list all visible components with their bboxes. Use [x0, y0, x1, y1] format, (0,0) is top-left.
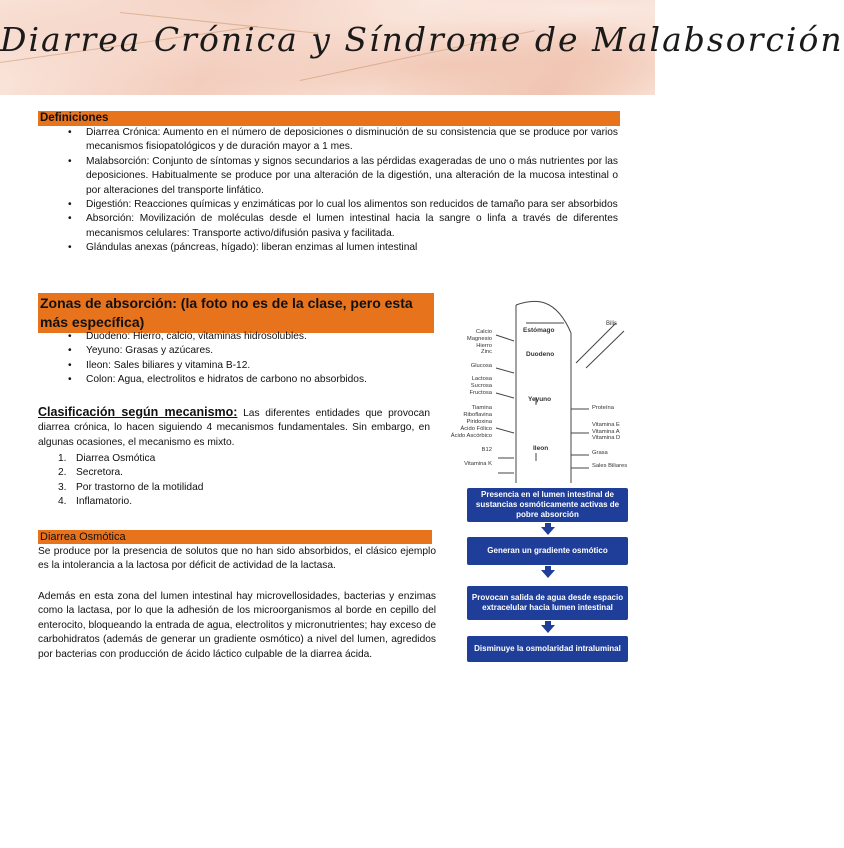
- list-label: Secretora.: [76, 467, 123, 479]
- clasificacion-paragraph: [38, 405, 430, 450]
- list-item: [58, 495, 420, 509]
- zonas-list-container: [38, 330, 438, 388]
- figure-label: Riboflavina: [463, 412, 492, 419]
- figure-label: Calcio: [475, 329, 492, 335]
- figure-label: Sales Biliares: [592, 462, 628, 469]
- figure-label: Magnesio: [466, 335, 492, 342]
- list-label: Diarrea Osmótica: [76, 453, 156, 464]
- flowchart-step-2: Generan un gradiente osmótico: [467, 537, 628, 565]
- list-item: • Glándulas anexas (páncreas, hígado): liberan enzimas al lumen intestinal: [86, 241, 618, 255]
- figure-label: Vitamina E: [592, 421, 620, 428]
- stomach-label: Estómago: [523, 327, 555, 334]
- figure-label: Proteína: [592, 405, 614, 411]
- figure-label: Glucosa: [470, 363, 492, 370]
- figure-label: Hierro: [476, 342, 492, 349]
- page-title: Diarrea Crónica y Síndrome de Malabsorción: [0, 20, 844, 59]
- list-number: 1.: [58, 453, 67, 464]
- section-heading-zonas: Zonas de absorción: (la foto no es de la clase, pero esta más específica): [38, 293, 434, 333]
- flowchart-step-4: Disminuye la osmolaridad intraluminal: [467, 636, 628, 662]
- figure-label: Ácido Fólico: [460, 425, 492, 432]
- definiciones-list-container: [38, 126, 618, 256]
- figure-left-labels: [448, 329, 492, 468]
- list-item: • Colon: Agua, electrolitos e hidratos de carbono no absorbidos.: [86, 373, 438, 387]
- section-heading-definiciones: Definiciones: [38, 111, 620, 126]
- figure-right-labels: [592, 405, 627, 470]
- flowchart-step-1: Presencia en el lumen intestinal de sustancias osmóticamente activas de pobre absorción: [467, 488, 628, 522]
- duodeno-label: Duodeno: [526, 351, 555, 358]
- clasificacion-heading: Clasificación según mecanismo:: [38, 405, 238, 419]
- arrow-down-icon: [541, 625, 555, 633]
- figure-label: Vitamina A: [592, 428, 620, 435]
- osmotica-paragraph-1: Se produce por la presencia de solutos que no han sido absorbidos, el clásico ejemplo es la intolerancia a la lactosa por déficit de actividad de la lactasa.: [38, 546, 436, 572]
- ileon-label: Ileon: [533, 445, 549, 452]
- yeyuno-label: Yeyuno: [528, 396, 552, 403]
- arrow-down-icon: [541, 570, 555, 578]
- list-label: Inflamatorio.: [76, 496, 133, 508]
- list-number: 3.: [58, 481, 67, 493]
- bilis-label: Bilis: [606, 321, 618, 327]
- figure-label: Ácido Ascórbico: [450, 432, 492, 439]
- absorption-zones-figure: [446, 293, 628, 485]
- list-number: 2.: [58, 467, 67, 479]
- figure-label: Tiamina: [471, 405, 492, 412]
- figure-label: Zinc: [481, 349, 492, 356]
- figure-label: Fructosa: [469, 389, 492, 396]
- list-item: • Duodeno: Hierro, calcio, vitaminas hidrosolubles.: [86, 330, 438, 344]
- list-item: [58, 452, 420, 466]
- figure-label: Sucrosa: [470, 382, 492, 389]
- figure-label: Grasa: [592, 450, 608, 457]
- header-banner: [0, 0, 844, 95]
- figure-label: Lactosa: [471, 375, 492, 382]
- list-item: • Yeyuno: Grasas y azúcares.: [86, 344, 438, 358]
- clasificacion-list: [20, 452, 420, 510]
- list-item: • Diarrea Crónica: Aumento en el número de deposiciones o disminución de su consistencia que se produce por varios mecanismos fisiopatológicos y de duración mayor a 1 mes.: [86, 126, 618, 155]
- list-item: • Absorción: Movilización de moléculas desde el lumen intestinal hacia la sangre o linfa a través de diferentes mecanismos celulares: Transporte activo/difusión pasiva y facilitada.: [86, 212, 618, 241]
- osmotica-paragraph-2: Además en esta zona del lumen intestinal hay microvellosidades, bacterias y enzimas como la lactasa, por lo que la adhesión de los microorganismos al borde en cepillo del enterocito, bloqueando la entrada de agua, electrolitos y micronutrientes; hay exceso de carbohidratos (además de generar un gradiente osmótico) a nivel del lumen, agredidos por bacterias con producción de ácido láctico culpable de la diarrea ácida.: [38, 591, 436, 660]
- arrow-down-icon: [541, 527, 555, 535]
- flowchart-step-3: Provocan salida de agua desde espacio extracelular hacia lumen intestinal: [467, 586, 628, 620]
- list-item: • Malabsorción: Conjunto de síntomas y signos secundarios a las pérdidas exageradas de uno o más nutrientes por las deposiciones. Habitualmente se produce por una alteración de la digestión, una alteración de la mucosa intestinal o por alteraciones del transporte linfático.: [86, 155, 618, 198]
- figure-label: B12: [481, 447, 492, 454]
- list-item: [58, 481, 420, 495]
- zonas-list: [38, 330, 438, 388]
- list-label: Por trastorno de la motilidad: [76, 481, 204, 493]
- figure-label: Piridoxina: [466, 418, 492, 425]
- list-item: • Digestión: Reacciones químicas y enzimáticas por lo cual los alimentos son reducidos de tamaño para ser absorbidos: [86, 198, 618, 212]
- definiciones-list: [38, 126, 618, 256]
- list-number: 4.: [58, 496, 67, 508]
- list-item: • Ileon: Sales biliares y vitamina B-12.: [86, 359, 438, 373]
- figure-label: Vitamina D: [592, 435, 621, 442]
- clasificacion-intro: Las diferentes entidades que provocan diarrea crónica, lo hacen siguiendo 4 mecanismos fundamentales. Sin embargo, en algunas ocasiones, el mecanismo es mixto.: [38, 408, 431, 448]
- list-item: [58, 466, 420, 480]
- section-heading-osmotica: Diarrea Osmótica: [38, 530, 432, 544]
- figure-label: Vitamina K: [464, 461, 492, 468]
- clasificacion-list-container: [20, 452, 420, 510]
